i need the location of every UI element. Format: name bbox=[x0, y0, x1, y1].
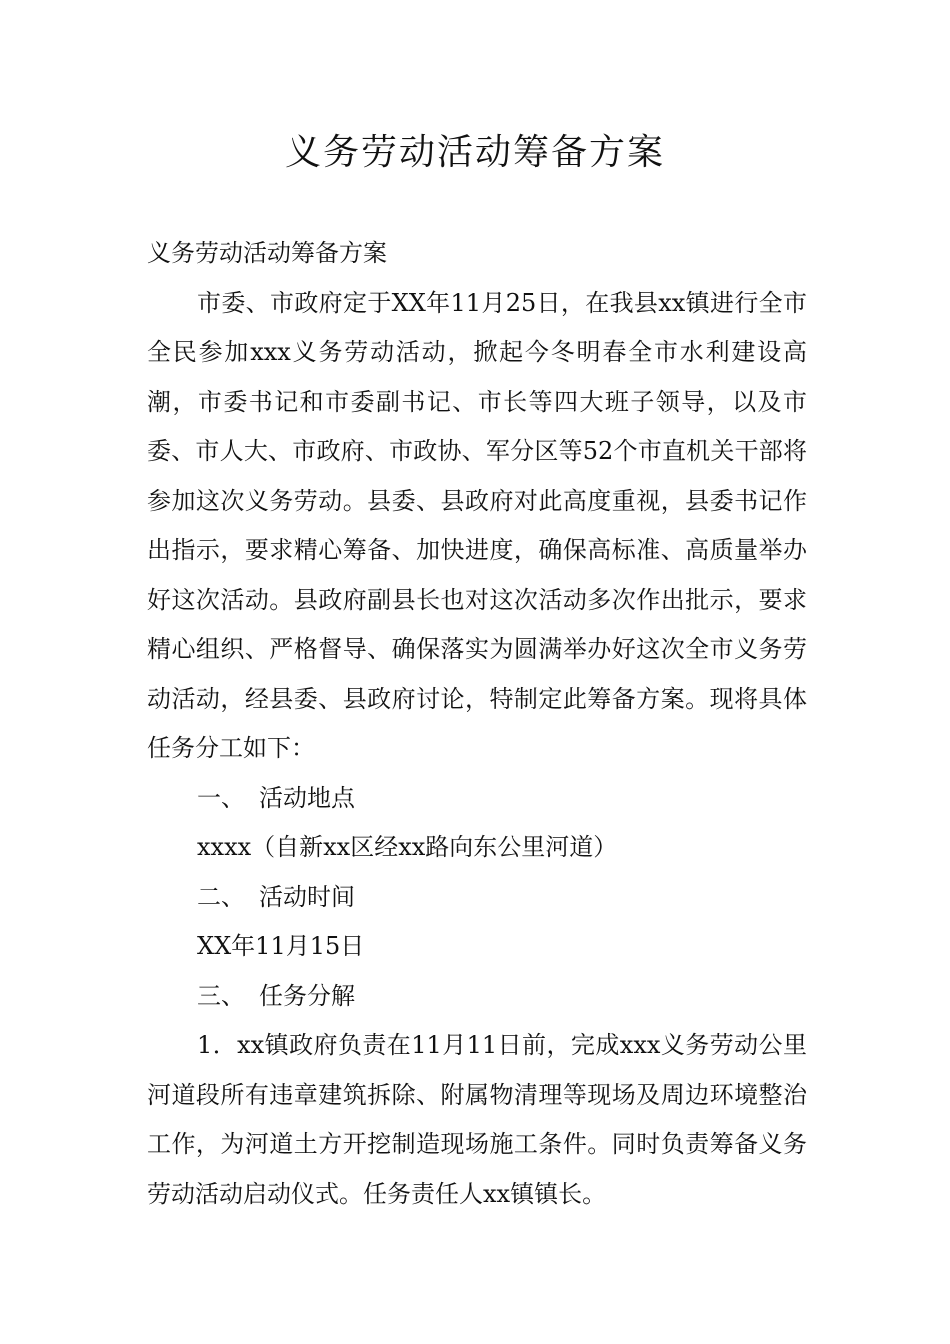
document-body bbox=[147, 229, 807, 1219]
section-heading-text: 任务分解 bbox=[259, 981, 355, 1010]
section-content-location: xxxx（自新xx区经xx路向东公里河道） bbox=[197, 833, 618, 861]
intro-paragraph: 市委、市政府定于XX年11月25日，在我县xx镇进行全市全民参加xxx义务劳动活动，掀起今冬明春全市水利建设高潮，市委书记和市委副书记、市长等四大班子领导，以及市委、市人大、市政府、市政协、军分区等52个市直机关干部将参加这次义务劳动。县委、县政府对此高度重视，县委书记作出指示，要求精心筹备、加快进度，确保高标准、高质量举办好这次活动。县政府副县长也对这次活动多次作出批示，要求精心组织、严格督导、确保落实为圆满举办好这次全市义务劳动活动，经县委、县政府讨论，特制定此筹备方案。现将具体任务分工如下： bbox=[147, 288, 807, 762]
section-heading-location bbox=[147, 774, 807, 824]
section-number: 一、 bbox=[197, 783, 245, 812]
section-heading-text: 活动地点 bbox=[259, 783, 355, 812]
document-subtitle: 义务劳动活动筹备方案 bbox=[147, 239, 387, 267]
section-number: 二、 bbox=[197, 882, 245, 911]
section-heading-text: 活动时间 bbox=[259, 882, 355, 911]
document-title: 义务劳动活动筹备方案 bbox=[284, 132, 665, 173]
task-item-paragraph: 1．xx镇政府负责在11月11日前，完成xxx义务劳动公里河道段所有违章建筑拆除、附属物清理等现场及周边环境整治工作，为河道土方开挖制造现场施工条件。同时负责筹备义务劳动活动启动仪式。任务责任人xx镇镇长。 bbox=[147, 1031, 807, 1208]
section-heading-tasks bbox=[147, 972, 807, 1022]
section-heading-time bbox=[147, 873, 807, 923]
section-content-time: XX年11月15日 bbox=[197, 932, 365, 960]
section-number: 三、 bbox=[197, 981, 245, 1010]
